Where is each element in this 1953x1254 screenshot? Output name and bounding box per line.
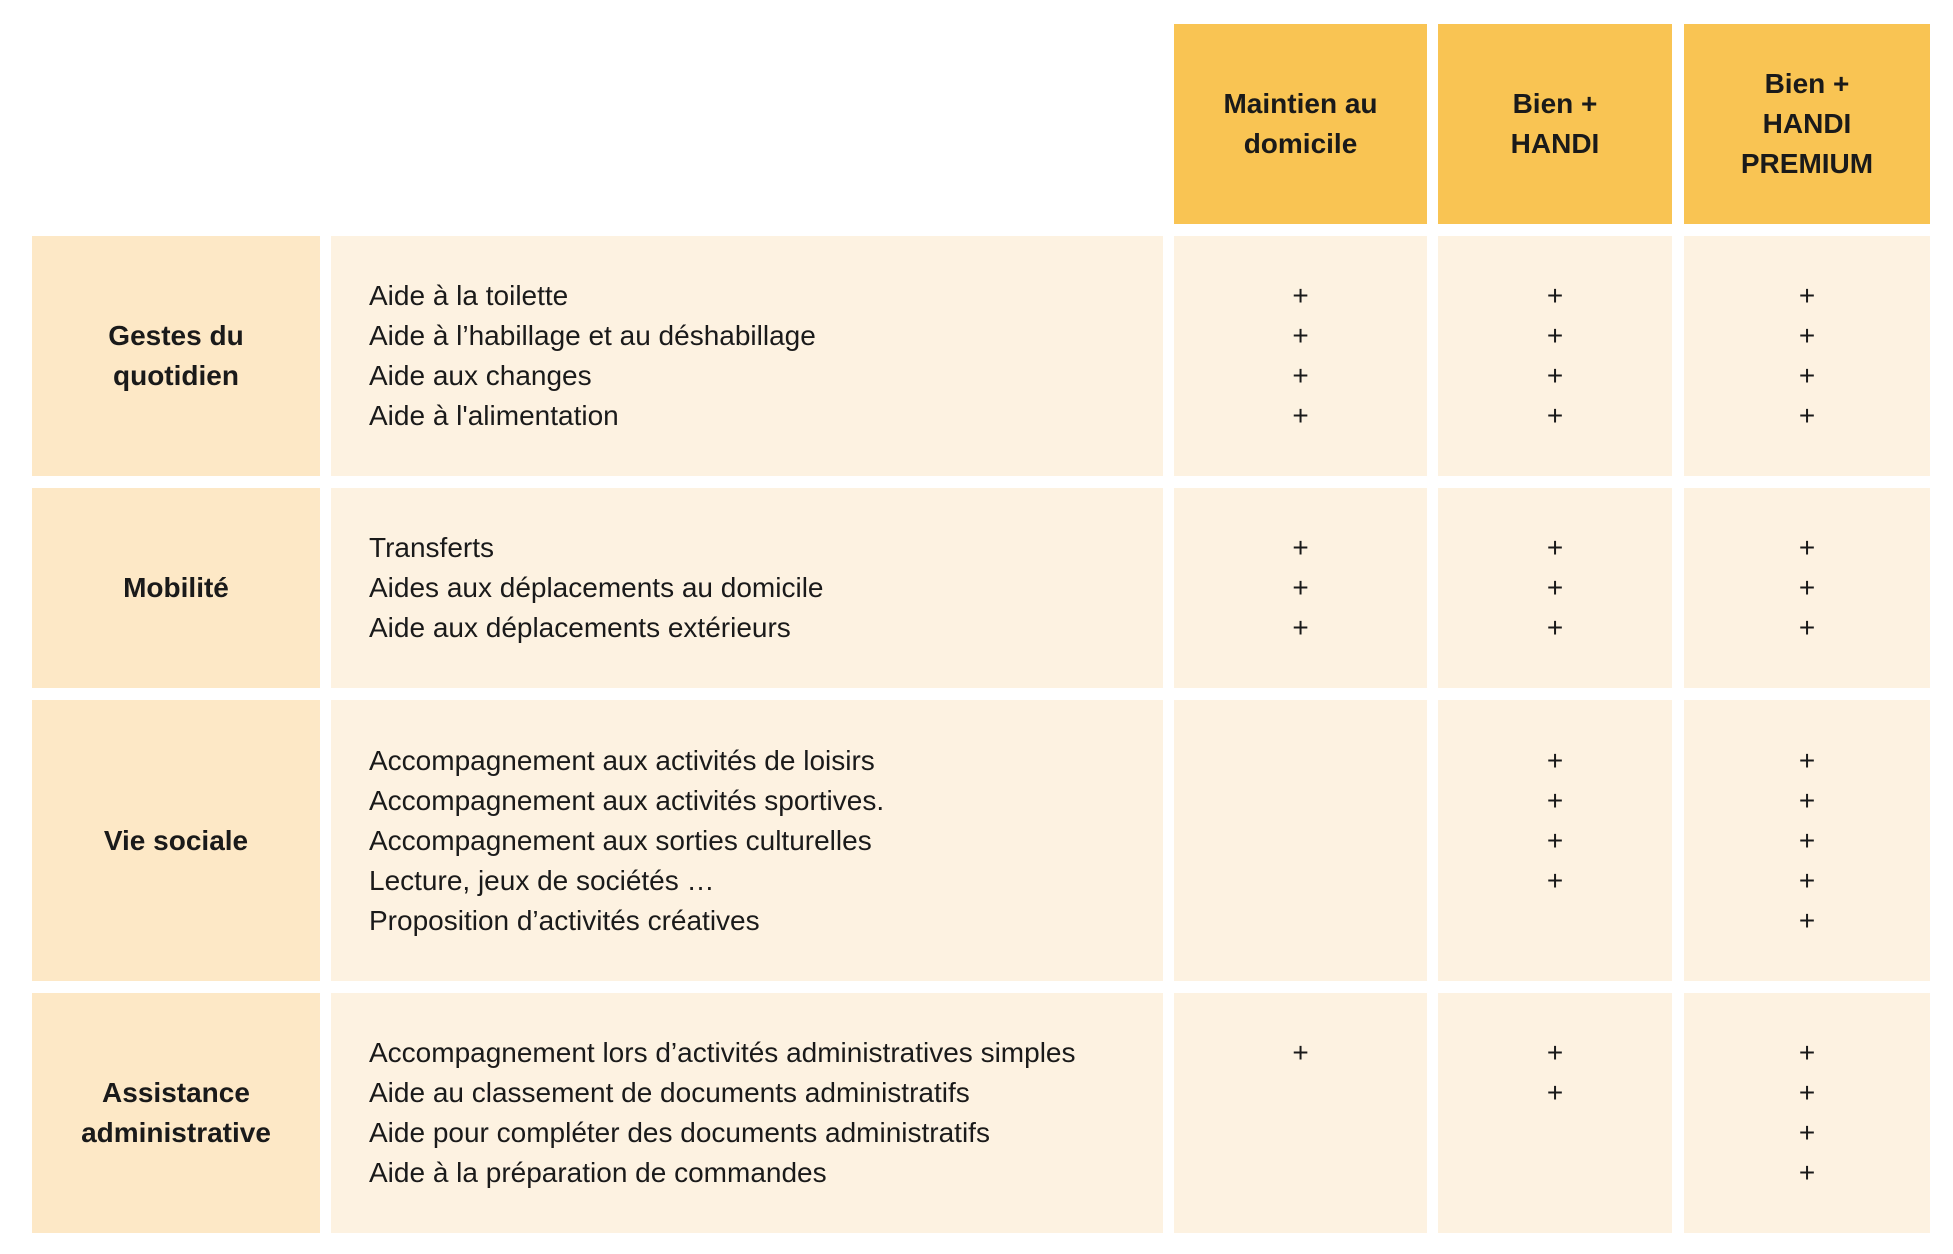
- category-label: Gestes du: [108, 320, 244, 351]
- category-label: Vie sociale: [103, 824, 249, 856]
- plus-mark: +: [1798, 1117, 1816, 1148]
- plus-mark: +: [1546, 824, 1564, 856]
- items-gestes-du-quotidien: [331, 236, 1163, 476]
- items-assistance-administrative: [331, 993, 1163, 1233]
- marks-maintien-mobilite: [1174, 488, 1427, 688]
- marks-premium-mobilite: [1684, 488, 1930, 688]
- category-label: quotidien: [113, 360, 239, 391]
- plus-mark: +: [1292, 360, 1309, 391]
- plus-mark: [1291, 821, 1311, 861]
- plus-mark: [1291, 901, 1311, 941]
- header-text: Maintien au: [1223, 88, 1378, 119]
- list-item: Accompagnement aux activités sportives.: [369, 784, 885, 816]
- list-item: Aide aux changes: [369, 360, 592, 391]
- plus-mark: [1545, 1153, 1565, 1193]
- marks-premium-gestes: [1684, 236, 1930, 476]
- header-bien-plus-handi-premium: [1684, 24, 1930, 224]
- items-vie-sociale: [331, 700, 1163, 981]
- plus-mark: [1545, 1113, 1565, 1153]
- plus-mark: +: [1292, 280, 1309, 311]
- list-item: Aides aux déplacements au domicile: [369, 572, 824, 603]
- marks-maintien-vie-sociale: [1174, 700, 1427, 981]
- list-item: Aide aux déplacements extérieurs: [369, 612, 791, 643]
- list-item: Accompagnement lors d’activités administratives simples: [369, 1037, 1076, 1068]
- plus-mark: +: [1798, 904, 1816, 936]
- plus-mark: +: [1546, 320, 1564, 351]
- plus-mark: +: [1798, 400, 1816, 431]
- plus-mark: +: [1292, 400, 1309, 431]
- header-bien-plus-handi: [1438, 24, 1672, 224]
- plus-mark: +: [1798, 1157, 1816, 1188]
- plus-mark: [1291, 1153, 1311, 1193]
- plus-mark: +: [1798, 572, 1816, 603]
- plus-mark: +: [1546, 744, 1564, 776]
- plus-mark: +: [1292, 572, 1309, 603]
- plus-mark: +: [1546, 864, 1564, 896]
- list-item: Transferts: [369, 532, 494, 563]
- plus-mark: +: [1798, 1077, 1816, 1108]
- list-item: Aide à l'alimentation: [369, 400, 619, 431]
- plus-mark: +: [1798, 280, 1816, 311]
- plus-mark: +: [1798, 864, 1816, 896]
- category-assistance-administrative: [32, 993, 320, 1233]
- list-item: Aide à l’habillage et au déshabillage: [369, 320, 816, 351]
- marks-handi-gestes: [1438, 236, 1672, 476]
- items-mobilite: [331, 488, 1163, 688]
- header-maintien-au-domicile: [1174, 24, 1427, 224]
- header-text: PREMIUM: [1740, 148, 1874, 179]
- plus-mark: +: [1546, 1077, 1564, 1108]
- plus-mark: +: [1546, 572, 1564, 603]
- marks-maintien-gestes: [1174, 236, 1427, 476]
- category-mobilite: [32, 488, 320, 688]
- category-label: administrative: [81, 1117, 271, 1148]
- category-gestes-du-quotidien: [32, 236, 320, 476]
- category-label: Mobilité: [123, 572, 229, 603]
- list-item: Aide à la toilette: [369, 280, 569, 311]
- header-text: Bien +: [1764, 68, 1850, 99]
- plus-mark: [1291, 1113, 1311, 1153]
- list-item: Lecture, jeux de sociétés …: [369, 864, 715, 896]
- plus-mark: [1291, 861, 1311, 901]
- list-item: Aide à la préparation de commandes: [369, 1157, 827, 1188]
- category-label: Assistance: [102, 1077, 250, 1108]
- list-item: Proposition d’activités créatives: [369, 904, 760, 936]
- plus-mark: +: [1798, 744, 1816, 776]
- plus-mark: [1291, 741, 1311, 781]
- header-text: domicile: [1243, 128, 1358, 159]
- plus-mark: +: [1546, 532, 1564, 563]
- plus-mark: +: [1798, 532, 1816, 563]
- list-item: Aide pour compléter des documents administratifs: [369, 1117, 990, 1148]
- marks-handi-assistance: [1438, 993, 1672, 1233]
- plus-mark: +: [1798, 784, 1816, 816]
- plus-mark: +: [1798, 824, 1816, 856]
- plus-mark: [1291, 781, 1311, 821]
- plus-mark: +: [1292, 612, 1309, 643]
- plus-mark: +: [1546, 612, 1564, 643]
- plus-mark: [1291, 1073, 1311, 1113]
- category-vie-sociale: [32, 700, 320, 981]
- list-item: Aide au classement de documents administratifs: [369, 1077, 970, 1108]
- marks-maintien-assistance: [1174, 993, 1427, 1233]
- plus-mark: +: [1292, 320, 1309, 351]
- plus-mark: [1545, 901, 1565, 941]
- plus-mark: +: [1546, 784, 1564, 816]
- marks-premium-vie-sociale: [1684, 700, 1930, 981]
- list-item: Accompagnement aux sorties culturelles: [369, 824, 872, 856]
- plus-mark: +: [1546, 1037, 1564, 1068]
- plus-mark: +: [1546, 400, 1564, 431]
- plus-mark: +: [1292, 1037, 1309, 1068]
- marks-handi-mobilite: [1438, 488, 1672, 688]
- plus-mark: +: [1798, 360, 1816, 391]
- list-item: Accompagnement aux activités de loisirs: [369, 744, 875, 776]
- header-text: HANDI: [1510, 128, 1600, 159]
- plus-mark: +: [1798, 1037, 1816, 1068]
- marks-premium-assistance: [1684, 993, 1930, 1233]
- header-text: HANDI: [1762, 108, 1852, 139]
- plus-mark: +: [1546, 360, 1564, 391]
- plus-mark: +: [1798, 612, 1816, 643]
- marks-handi-vie-sociale: [1438, 700, 1672, 981]
- plus-mark: +: [1798, 320, 1816, 351]
- plus-mark: +: [1292, 532, 1309, 563]
- plus-mark: +: [1546, 280, 1564, 311]
- header-text: Bien +: [1512, 88, 1598, 119]
